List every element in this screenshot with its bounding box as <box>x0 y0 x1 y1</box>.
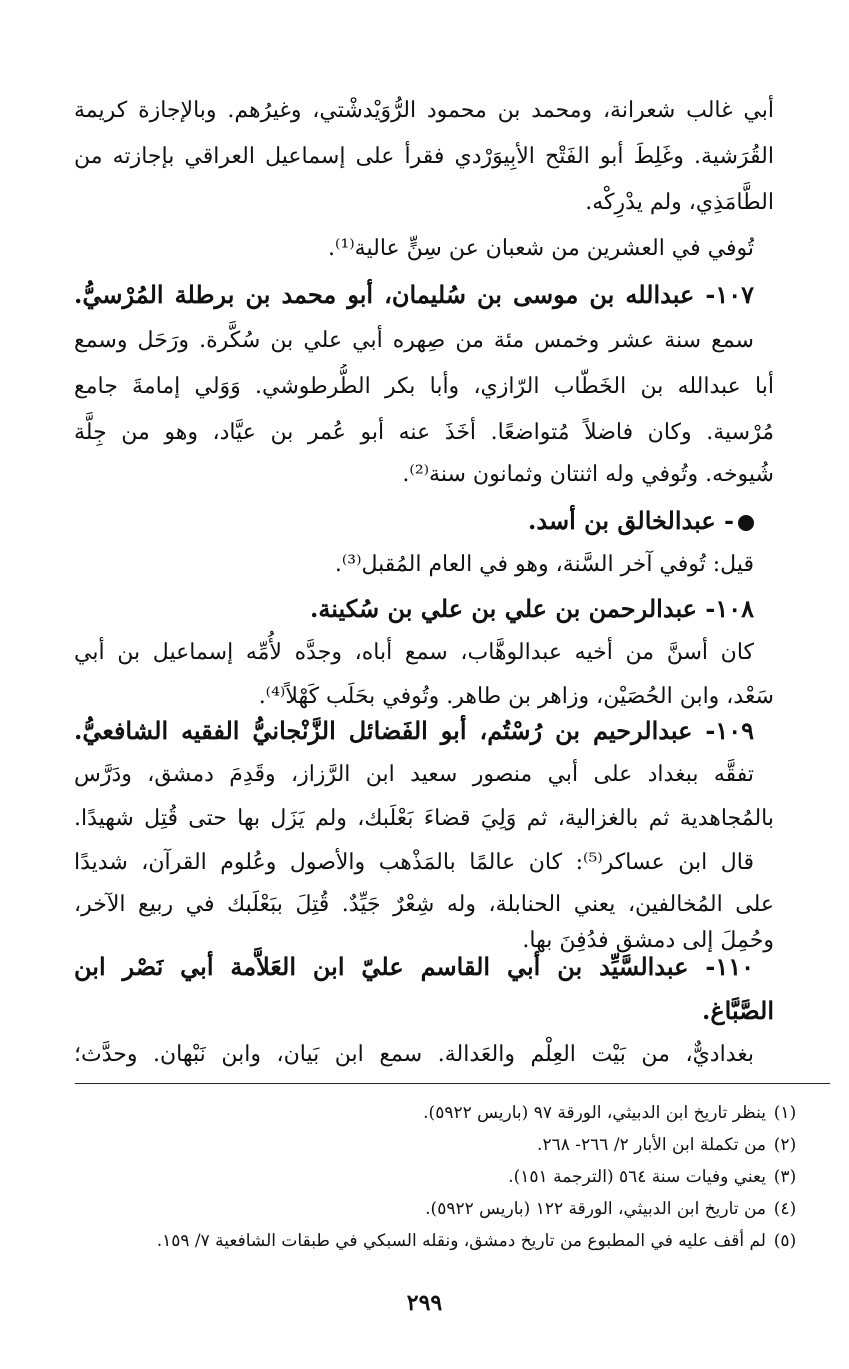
body-line-7: أبا عبدالله بن الخَطّاب الرّازي، وأبا بكر الطُّرطوشي. وَوَلي إمامةَ جامع <box>74 374 774 399</box>
footnote-3 <box>44 1162 804 1192</box>
body-line-23-wrapper: بغداديٌّ، من بَيْت العِلْم والعَدالة. سمع ابن بَيان، وابن نَبْهان. وحدَّث؛ <box>74 1042 754 1067</box>
footnote-number: (٥) <box>773 1231 797 1251</box>
body-line-3: الطَّامَذِي، ولم يدْرِكْه. <box>585 190 774 215</box>
footnote-text: من تاريخ ابن الدبيثي، الورقة ١٢٢ (باريس ٥٩٢٢). <box>425 1199 766 1219</box>
body-line-8: مُرْسية. وكان فاضلاً مُتواضعًا. أخَذَ عنه أبو عُمر بن عيَّاد، وهو من جِلَّة <box>74 420 774 445</box>
body-line-4: تُوفي في العشرين من شعبان عن سِنٍّ عالية⁽¹⁾. <box>328 236 754 261</box>
body-line-16: تفقَّه ببغداد على أبي منصور سعيد ابن الرَّزاز، وقَدِمَ دمشق، ودَرَّس <box>74 762 754 787</box>
page-number: ٢٩٩ <box>406 1290 443 1316</box>
body-line-6: سمع سنة عشر وخمس مئة من صِهره أبي علي بن سُكَّرة. ورَحَل وسمع <box>74 328 754 353</box>
footnote-number: (٣) <box>773 1167 797 1187</box>
body-line-19: على المُخالفين، يعني الحنابلة، وله شِعْرٌ جَيِّدٌ. قُتِلَ ببَعْلَبك في ربيع الآخر، <box>74 892 774 917</box>
footnote-number: (٢) <box>773 1135 797 1155</box>
entry-107-heading: ١٠٧- عبدالله بن موسى بن سُليمان، أبو محمد بن برطلة المُرْسيُّ. <box>74 280 754 309</box>
footnote-4 <box>44 1194 804 1224</box>
body-line-9: شُيوخه. وتُوفي وله اثنتان وثمانون سنة⁽²⁾. <box>402 462 774 487</box>
body-line-17: بالمُجاهدية ثم بالغزالية، ثم وَلِيَ قضاءَ بَعْلَبك، ولم يَزَل بها حتى قُتِل شهيدًا. <box>74 806 774 831</box>
entry-abdulkhaliq-heading-text: - عبدالخالق بن أسد. <box>528 506 734 535</box>
footnote-2 <box>44 1130 804 1160</box>
entry-abdulkhaliq-heading <box>54 498 754 544</box>
footnote-divider <box>75 1083 830 1084</box>
body-line-11: قيل: تُوفي آخر السَّنة، وهو في العام المُقبل⁽³⁾. <box>334 552 754 577</box>
body-line-14: سَعْد، وابن الحُصَيْن، وزاهر بن طاهر. وتُوفي بحَلَب كَهْلاً⁽⁴⁾. <box>258 684 774 709</box>
footnote-number: (١) <box>773 1103 797 1123</box>
footnote-number: (٤) <box>773 1199 797 1219</box>
bullet-icon <box>738 515 754 531</box>
footnote-text: لم أقف عليه في المطبوع من تاريخ دمشق، ونقله السبكي في طبقات الشافعية ٧/ ١٥٩. <box>156 1231 766 1251</box>
entry-110-heading-cont: الصَّبَّاغ. <box>701 996 774 1025</box>
body-line-2: القُرَشية. وغَلِطَ أبو الفَتْح الأبِيوَرْدي فقرأ على إسماعيل العراقي بإجازته من <box>74 144 774 169</box>
footnote-5 <box>44 1226 804 1256</box>
body-line-18: قال ابن عساكر⁽⁵⁾: كان عالمًا بالمَذْهب والأصول وعُلوم القرآن، شديدًا <box>74 850 754 875</box>
entry-110-heading: ١١٠- عبدالسَّيِّد بن أبي القاسم عليّ ابن العَلاَّمة أبي نَصْر ابن <box>74 952 754 981</box>
body-line-1: أبي غالب شعرانة، ومحمد بن محمود الرُّوَيْدشْتي، وغيرُهم. وبالإجازة كريمة <box>74 98 774 123</box>
footnote-text: ينظر تاريخ ابن الدبيثي، الورقة ٩٧ (باريس ٥٩٢٢). <box>423 1103 766 1123</box>
body-line-20: وحُمِلَ إلى دمشق فدُفِنَ بها. <box>522 928 774 953</box>
entry-109-heading: ١٠٩- عبدالرحيم بن رُسْتُم، أبو الفَضائل الزَّنْجانيُّ الفقيه الشافعيُّ. <box>74 716 754 745</box>
footnote-text: من تكملة ابن الأبار ٢/ ٢٦٦- ٢٦٨. <box>537 1135 766 1155</box>
entry-108-heading: ١٠٨- عبدالرحمن بن علي بن علي بن سُكينة. <box>310 594 754 623</box>
footnote-text: يعني وفيات سنة ٥٦٤ (الترجمة ١٥١). <box>508 1167 766 1187</box>
footnote-1 <box>44 1098 804 1128</box>
body-line-13: كان أسنَّ من أخيه عبدالوهَّاب، سمع أباه، وجدَّه لأُمِّه إسماعيل بن أبي <box>74 640 754 665</box>
